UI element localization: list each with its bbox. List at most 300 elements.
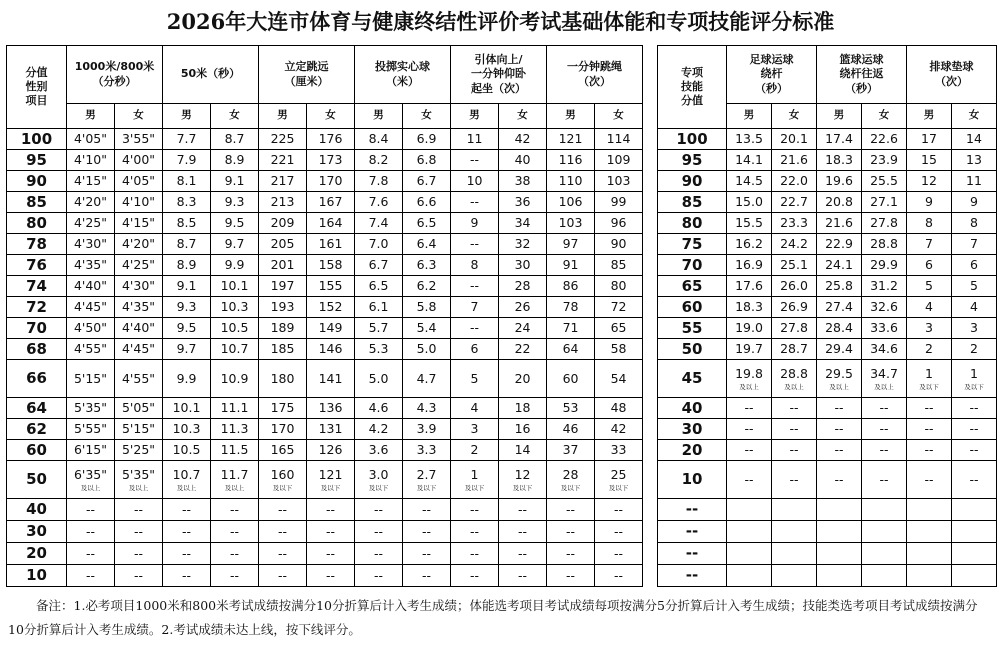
- value-text: 103: [558, 215, 583, 231]
- value-cell: [547, 297, 595, 318]
- value-text: --: [834, 400, 844, 416]
- value-cell: [67, 543, 115, 565]
- value-cell: [163, 360, 211, 398]
- value-text: 4'30": [73, 236, 108, 252]
- value-cell: [259, 398, 307, 419]
- value-cell: [403, 129, 451, 150]
- value-text: --: [879, 421, 889, 437]
- value-cell: [907, 360, 952, 398]
- value-text: 106: [558, 194, 583, 210]
- value-cell: [499, 255, 547, 276]
- score-cell: 85: [7, 192, 67, 213]
- value-cell: [952, 234, 997, 255]
- value-text: 7.8: [368, 173, 389, 189]
- value-text: 16: [514, 421, 531, 437]
- value-text: 29.9: [870, 257, 898, 273]
- value-text: 121: [558, 131, 583, 147]
- value-text: 10.1: [172, 400, 201, 416]
- value-text: 34.7: [870, 365, 898, 381]
- value-cell: [595, 461, 643, 499]
- value-cell: [862, 339, 907, 360]
- value-text: 155: [318, 278, 343, 294]
- table-row: [658, 150, 997, 171]
- value-text: 4: [925, 299, 933, 315]
- value-cell: [355, 543, 403, 565]
- value-cell: [727, 255, 772, 276]
- score-cell: 40: [658, 398, 727, 419]
- value-text: 4'15": [73, 173, 108, 189]
- value-cell: [862, 440, 907, 461]
- value-cell: [499, 234, 547, 255]
- value-text: 149: [318, 320, 343, 336]
- value-cell: [727, 440, 772, 461]
- value-cell: [67, 297, 115, 318]
- value-cell: [952, 318, 997, 339]
- value-text: 22.0: [780, 173, 808, 189]
- value-cell: [307, 543, 355, 565]
- value-cell: [547, 150, 595, 171]
- value-cell: [862, 276, 907, 297]
- value-text: 8.7: [224, 131, 245, 147]
- value-cell: [817, 171, 862, 192]
- table-row: [658, 419, 997, 440]
- value-text: --: [470, 194, 480, 210]
- value-cell: [727, 297, 772, 318]
- table-row: [7, 129, 643, 150]
- value-text: 4'00": [121, 152, 156, 168]
- value-text: 28: [514, 278, 531, 294]
- value-cell: [163, 129, 211, 150]
- value-cell: [499, 192, 547, 213]
- value-text: --: [614, 545, 624, 561]
- value-cell: [772, 171, 817, 192]
- value-cell: [403, 213, 451, 234]
- value-text: --: [230, 501, 240, 517]
- header-row: [7, 46, 643, 104]
- value-cell: [817, 129, 862, 150]
- table-row: [658, 521, 997, 543]
- value-cell: [115, 565, 163, 587]
- value-text: 17.6: [735, 278, 763, 294]
- value-text: 16.9: [735, 257, 763, 273]
- value-cell: [403, 255, 451, 276]
- value-text: 6.8: [416, 152, 437, 168]
- value-cell: [307, 255, 355, 276]
- value-text: 8: [970, 215, 978, 231]
- value-cell: [355, 419, 403, 440]
- value-cell: [772, 318, 817, 339]
- value-text: 15.0: [735, 194, 763, 210]
- value-cell: [211, 339, 259, 360]
- value-cell: [163, 234, 211, 255]
- score-cell: 65: [658, 276, 727, 297]
- value-cell: [259, 461, 307, 499]
- value-text: 4'05": [73, 131, 108, 147]
- score-cell: 45: [658, 360, 727, 398]
- value-cell: [307, 339, 355, 360]
- male-header-cell: 男: [451, 104, 499, 129]
- value-text: 4'30": [121, 278, 156, 294]
- value-cell: [355, 276, 403, 297]
- table-row: [658, 297, 997, 318]
- value-text: --: [374, 501, 384, 517]
- value-text: 22: [514, 341, 531, 357]
- value-cell: [952, 129, 997, 150]
- value-text: 11: [966, 173, 982, 189]
- value-cell: [907, 129, 952, 150]
- value-text: --: [744, 421, 754, 437]
- value-text: 6'15": [73, 442, 108, 458]
- value-cell: [259, 234, 307, 255]
- value-cell: [163, 171, 211, 192]
- threshold-note: 及以下: [320, 483, 341, 492]
- value-text: 4'50": [73, 320, 108, 336]
- value-text: 14.5: [735, 173, 763, 189]
- value-cell: [727, 192, 772, 213]
- table-row: [7, 171, 643, 192]
- score-cell: 70: [658, 255, 727, 276]
- male-header-cell: 男: [727, 104, 772, 129]
- value-cell: [403, 419, 451, 440]
- value-cell: [952, 499, 997, 521]
- value-text: 99: [610, 194, 627, 210]
- value-cell: [67, 565, 115, 587]
- value-cell: [772, 398, 817, 419]
- value-cell: [952, 276, 997, 297]
- threshold-note: 及以上: [874, 382, 894, 391]
- value-text: 34.6: [870, 341, 898, 357]
- value-text: 161: [318, 236, 343, 252]
- value-text: 22.7: [780, 194, 808, 210]
- value-cell: [259, 360, 307, 398]
- table-row: [658, 213, 997, 234]
- value-text: 165: [270, 442, 295, 458]
- value-cell: [952, 192, 997, 213]
- value-text: 4'25": [121, 257, 156, 273]
- value-cell: [163, 318, 211, 339]
- value-text: 10.7: [172, 466, 201, 482]
- male-header-cell: 男: [355, 104, 403, 129]
- value-cell: [451, 440, 499, 461]
- value-cell: [163, 440, 211, 461]
- value-text: 5'35": [121, 466, 156, 482]
- value-text: 4'55": [73, 341, 108, 357]
- value-text: 18: [514, 400, 531, 416]
- value-text: 2.7: [416, 466, 437, 482]
- value-text: --: [924, 442, 934, 458]
- table-row: [7, 318, 643, 339]
- value-text: 225: [270, 131, 295, 147]
- value-text: 4: [470, 400, 479, 416]
- value-cell: [259, 276, 307, 297]
- value-text: 25.1: [780, 257, 808, 273]
- value-text: 2: [970, 341, 978, 357]
- value-text: 185: [270, 341, 295, 357]
- score-cell: 50: [7, 461, 67, 499]
- value-cell: [595, 419, 643, 440]
- score-cell: 72: [7, 297, 67, 318]
- value-text: --: [789, 400, 799, 416]
- threshold-note: 及以上: [224, 483, 245, 492]
- score-cell: 100: [658, 129, 727, 150]
- header-row: [658, 46, 997, 104]
- value-cell: [547, 213, 595, 234]
- value-cell: [355, 398, 403, 419]
- value-text: --: [326, 501, 336, 517]
- value-cell: [907, 276, 952, 297]
- score-cell: 60: [658, 297, 727, 318]
- value-text: 9.3: [224, 194, 245, 210]
- value-cell: [862, 398, 907, 419]
- value-cell: [862, 213, 907, 234]
- value-cell: [595, 565, 643, 587]
- value-cell: [403, 318, 451, 339]
- value-cell: [772, 339, 817, 360]
- value-text: 5'25": [121, 442, 156, 458]
- threshold-note: 及以下: [272, 483, 293, 492]
- value-cell: [67, 339, 115, 360]
- value-text: --: [969, 421, 979, 437]
- value-cell: [817, 276, 862, 297]
- score-cell: 100: [7, 129, 67, 150]
- value-cell: [403, 339, 451, 360]
- value-text: 7: [470, 299, 479, 315]
- value-text: 27.1: [870, 194, 898, 210]
- score-cell: 66: [7, 360, 67, 398]
- threshold-note: 及以下: [512, 483, 533, 492]
- value-text: 9: [470, 215, 479, 231]
- value-text: --: [374, 545, 384, 561]
- score-cell: 30: [658, 419, 727, 440]
- value-cell: [772, 565, 817, 587]
- value-cell: [952, 419, 997, 440]
- value-text: 6.1: [368, 299, 389, 315]
- value-cell: [163, 192, 211, 213]
- female-header-cell: 女: [115, 104, 163, 129]
- value-cell: [307, 318, 355, 339]
- value-cell: [67, 440, 115, 461]
- value-text: --: [566, 523, 576, 539]
- threshold-note: 及以上: [128, 483, 149, 492]
- table-row: [7, 398, 643, 419]
- value-cell: [115, 192, 163, 213]
- value-text: --: [470, 152, 480, 168]
- value-cell: [403, 461, 451, 499]
- value-text: 19.6: [825, 173, 853, 189]
- value-text: --: [326, 545, 336, 561]
- value-cell: [727, 521, 772, 543]
- value-text: --: [133, 523, 144, 539]
- value-cell: [952, 543, 997, 565]
- value-cell: [499, 565, 547, 587]
- value-text: 6'35": [73, 466, 108, 482]
- male-header-cell: 男: [163, 104, 211, 129]
- threshold-note: 及以下: [608, 483, 629, 492]
- value-text: 32: [514, 236, 531, 252]
- value-cell: [67, 171, 115, 192]
- value-cell: [499, 543, 547, 565]
- value-text: 6.6: [416, 194, 437, 210]
- value-cell: [355, 521, 403, 543]
- value-cell: [727, 276, 772, 297]
- value-text: --: [879, 442, 889, 458]
- male-header-cell: 男: [547, 104, 595, 129]
- value-text: --: [566, 501, 576, 517]
- value-cell: [355, 339, 403, 360]
- value-cell: [451, 150, 499, 171]
- value-cell: [595, 297, 643, 318]
- value-text: 28.8: [780, 365, 808, 381]
- value-cell: [907, 440, 952, 461]
- value-text: 5'05": [121, 400, 156, 416]
- score-cell: 95: [7, 150, 67, 171]
- value-text: --: [422, 523, 432, 539]
- value-text: 6.7: [416, 173, 437, 189]
- value-cell: [907, 543, 952, 565]
- value-text: 60: [562, 370, 579, 386]
- value-cell: [115, 360, 163, 398]
- value-text: 189: [270, 320, 295, 336]
- value-text: 28.4: [825, 320, 853, 336]
- value-text: --: [133, 567, 144, 583]
- value-text: 131: [318, 421, 343, 437]
- value-text: 33.6: [870, 320, 898, 336]
- value-cell: [67, 276, 115, 297]
- threshold-note: 及以下: [964, 382, 984, 391]
- value-cell: [499, 339, 547, 360]
- value-cell: [499, 360, 547, 398]
- value-cell: [115, 419, 163, 440]
- table-row: [658, 276, 997, 297]
- value-text: --: [374, 523, 384, 539]
- value-text: 4'15": [121, 215, 156, 231]
- value-text: 27.4: [825, 299, 853, 315]
- value-cell: [499, 440, 547, 461]
- value-text: --: [182, 501, 192, 517]
- value-cell: [307, 398, 355, 419]
- value-text: --: [789, 442, 799, 458]
- score-cell: 78: [7, 234, 67, 255]
- value-cell: [499, 521, 547, 543]
- value-cell: [67, 360, 115, 398]
- value-cell: [547, 543, 595, 565]
- value-text: 209: [270, 215, 295, 231]
- value-text: --: [834, 471, 844, 487]
- value-cell: [259, 129, 307, 150]
- value-cell: [547, 419, 595, 440]
- value-text: 3.0: [368, 466, 389, 482]
- value-cell: [163, 255, 211, 276]
- value-cell: [115, 171, 163, 192]
- value-text: 9.1: [224, 173, 245, 189]
- male-header-cell: 男: [67, 104, 115, 129]
- male-header-cell: 男: [907, 104, 952, 129]
- value-cell: [67, 213, 115, 234]
- value-text: 24.2: [780, 236, 808, 252]
- value-text: --: [470, 278, 480, 294]
- table-row: [658, 461, 997, 499]
- value-text: --: [566, 567, 576, 583]
- value-cell: [727, 171, 772, 192]
- table-row: [658, 171, 997, 192]
- value-text: 8.1: [176, 173, 197, 189]
- value-text: 28: [562, 466, 579, 482]
- value-text: 48: [610, 400, 627, 416]
- value-cell: [67, 129, 115, 150]
- value-cell: [451, 419, 499, 440]
- value-text: 114: [606, 131, 631, 147]
- value-text: 10.5: [172, 442, 201, 458]
- value-cell: [907, 398, 952, 419]
- value-text: --: [470, 523, 480, 539]
- value-text: 170: [270, 421, 295, 437]
- value-cell: [727, 565, 772, 587]
- value-text: --: [422, 545, 432, 561]
- event-header-cell: 1000米/800米 （分秒）: [67, 46, 163, 104]
- value-cell: [862, 171, 907, 192]
- value-text: 164: [318, 215, 343, 231]
- value-cell: [115, 276, 163, 297]
- value-cell: [952, 171, 997, 192]
- value-cell: [547, 398, 595, 419]
- value-cell: [115, 461, 163, 499]
- threshold-note: 及以上: [784, 382, 804, 391]
- table-row: [7, 499, 643, 521]
- value-text: 7.6: [368, 194, 389, 210]
- value-text: --: [924, 400, 934, 416]
- value-cell: [952, 213, 997, 234]
- value-cell: [727, 398, 772, 419]
- value-cell: [307, 171, 355, 192]
- value-cell: [595, 499, 643, 521]
- table-row: [7, 213, 643, 234]
- value-text: --: [85, 567, 96, 583]
- value-text: --: [879, 400, 889, 416]
- value-cell: [595, 255, 643, 276]
- value-text: 6: [470, 341, 479, 357]
- value-text: --: [374, 567, 384, 583]
- value-text: --: [470, 236, 480, 252]
- value-text: --: [470, 567, 480, 583]
- value-text: 5'35": [73, 400, 108, 416]
- value-cell: [499, 499, 547, 521]
- value-text: 54: [610, 370, 627, 386]
- female-header-cell: 女: [307, 104, 355, 129]
- value-cell: [952, 297, 997, 318]
- value-cell: [211, 419, 259, 440]
- value-cell: [727, 318, 772, 339]
- value-cell: [772, 255, 817, 276]
- threshold-note: 及以上: [176, 483, 197, 492]
- value-cell: [727, 213, 772, 234]
- value-text: 10.3: [220, 299, 249, 315]
- value-text: --: [230, 545, 240, 561]
- value-text: 4'10": [73, 152, 108, 168]
- value-cell: [952, 440, 997, 461]
- value-cell: [862, 129, 907, 150]
- value-cell: [115, 297, 163, 318]
- value-text: 29.5: [825, 365, 853, 381]
- threshold-note: 及以下: [416, 483, 437, 492]
- value-text: 28.7: [780, 341, 808, 357]
- value-text: 3: [925, 320, 933, 336]
- corner-header-cell: 分值 性别 项目: [7, 46, 67, 129]
- value-text: 3.6: [368, 442, 389, 458]
- value-text: 103: [606, 173, 631, 189]
- value-cell: [307, 129, 355, 150]
- value-text: 4'35": [73, 257, 108, 273]
- value-text: --: [789, 421, 799, 437]
